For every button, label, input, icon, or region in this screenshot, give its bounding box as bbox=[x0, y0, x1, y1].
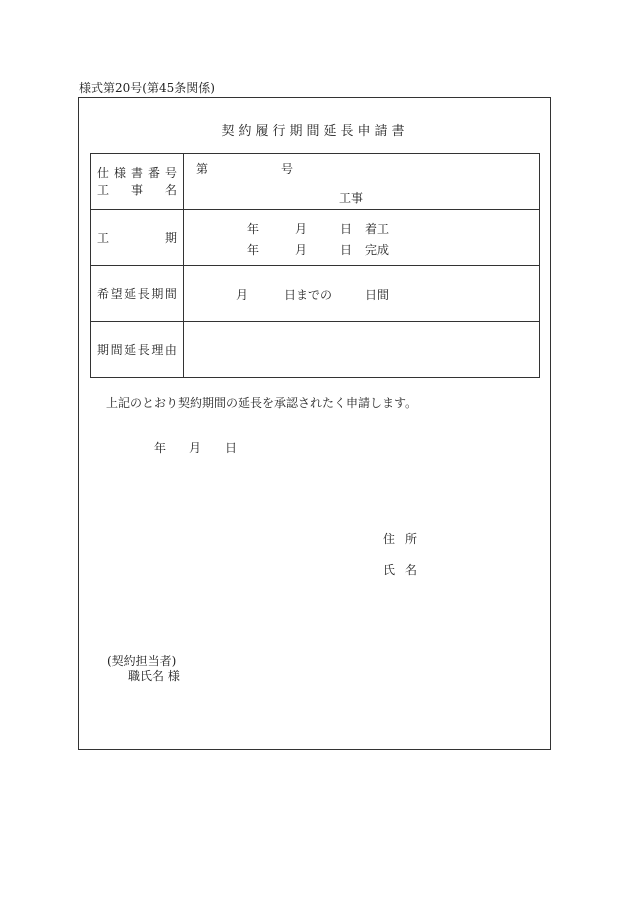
value-cell-spec[interactable] bbox=[183, 154, 539, 210]
end-year-text: 年 bbox=[246, 243, 259, 257]
date-day: 日 bbox=[225, 441, 238, 455]
go-text: 号 bbox=[280, 162, 293, 176]
label-extension-period: 希 望 延 長 期 間 bbox=[97, 287, 177, 301]
start-month-text: 月 bbox=[294, 222, 307, 236]
start-suffix-text: 着工 bbox=[364, 222, 389, 236]
dai-text: 第 bbox=[195, 162, 208, 176]
label-extension-reason: 期 間 延 長 理 由 bbox=[97, 343, 177, 357]
table-row-spec-number bbox=[91, 154, 540, 210]
value-cell-extension[interactable] bbox=[183, 266, 539, 322]
label-construction-period: 工 期 bbox=[97, 231, 177, 245]
end-suffix-text: 完成 bbox=[364, 243, 389, 257]
label-cell-period bbox=[91, 210, 184, 266]
label-project-name: 工 事 名 bbox=[97, 182, 177, 197]
application-table bbox=[90, 153, 540, 378]
table-row-extension-reason bbox=[91, 322, 540, 378]
value-cell-period[interactable] bbox=[183, 210, 539, 266]
label-cell-extension bbox=[91, 266, 184, 322]
addressee-title: (契約担当者) bbox=[107, 654, 177, 668]
ext-days-text: 日間 bbox=[364, 288, 389, 302]
end-month-text: 月 bbox=[294, 243, 307, 257]
date-month: 月 bbox=[189, 441, 202, 455]
start-year-text: 年 bbox=[246, 222, 259, 236]
address-label-text: 住 所 bbox=[383, 532, 417, 546]
reason-field[interactable] bbox=[183, 322, 539, 378]
label-spec-number: 仕 様 書 番 号 bbox=[97, 165, 177, 180]
ext-until-text: 日までの bbox=[283, 288, 332, 302]
label-cell-reason bbox=[91, 322, 184, 378]
ext-month-text: 月 bbox=[235, 288, 248, 302]
name-label bbox=[383, 561, 417, 578]
table-row-extension-period bbox=[91, 266, 540, 322]
document-title: 契約履行期間延長申請書 bbox=[221, 124, 409, 139]
end-day-text: 日 bbox=[339, 243, 352, 257]
address-label bbox=[383, 530, 417, 547]
addressee-name: 職氏名 様 bbox=[128, 669, 180, 683]
name-label-text: 氏 名 bbox=[383, 563, 417, 577]
date-year: 年 bbox=[154, 441, 167, 455]
request-statement: 上記のとおり契約期間の延長を承認されたく申請します。 bbox=[106, 396, 418, 410]
table-row-construction-period bbox=[91, 210, 540, 266]
form-number: 様式第20号(第45条関係) bbox=[79, 81, 215, 95]
koji-text: 工事 bbox=[338, 191, 363, 205]
start-day-text: 日 bbox=[339, 222, 352, 236]
label-cell-spec bbox=[91, 154, 184, 210]
